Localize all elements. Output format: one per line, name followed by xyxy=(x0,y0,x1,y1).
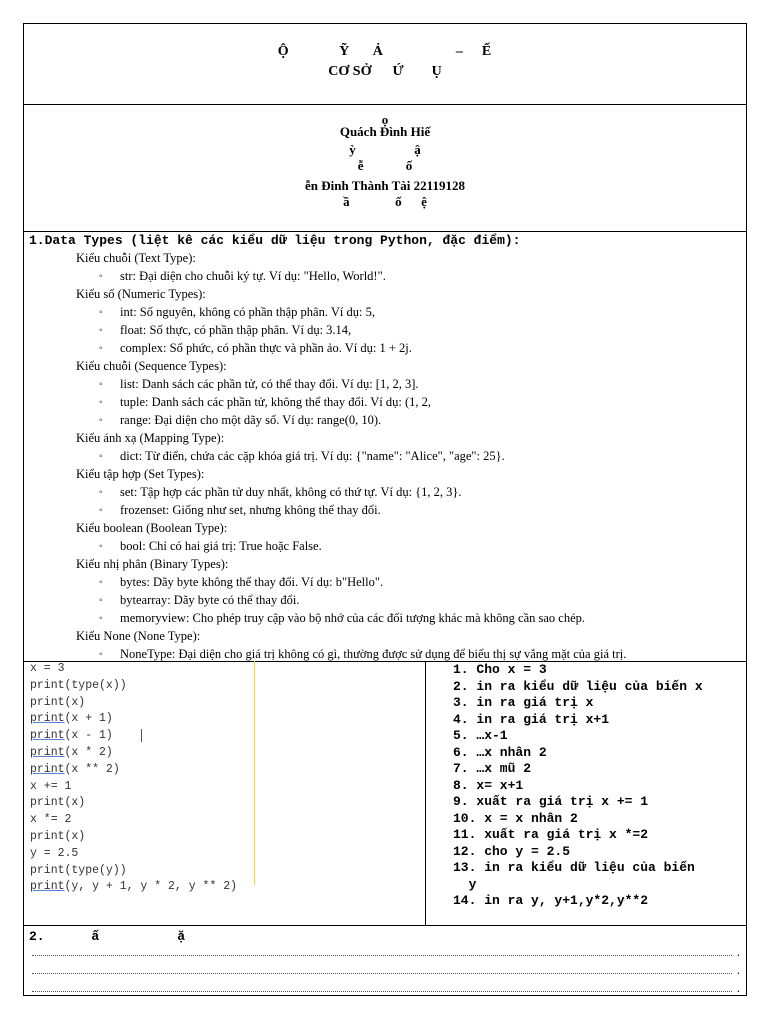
code-block xyxy=(24,661,426,925)
info-line-6: ầ ố ệ xyxy=(343,194,427,209)
code-line: x += 1 xyxy=(30,779,72,793)
bullet-icon: ◦ xyxy=(99,397,103,408)
info-line-4: ễ ố xyxy=(357,158,413,173)
text-cursor xyxy=(141,729,142,742)
answer-dotted-line xyxy=(32,991,732,992)
explanation-line: 3. in ra giá trị x xyxy=(453,695,594,710)
type-item: range: Đại diện cho một dãy số. Ví dụ: range(0, 10). xyxy=(120,413,382,427)
type-item: NoneType: Đại diện cho giá trị không có gì, thường được sử dụng để biểu thị sự vắng mặt của giá trị. xyxy=(120,647,627,661)
explanation-line: 7. …x mũ 2 xyxy=(453,761,532,776)
code-line: print(type(y)) xyxy=(30,863,127,877)
type-item: str: Đại diện cho chuỗi ký tự. Ví dụ: "Hello, World!". xyxy=(120,269,386,283)
explanation-line: 8. x= x+1 xyxy=(453,777,524,793)
bullet-icon: ◦ xyxy=(99,613,103,624)
explanation-line: 12. cho y = 2.5 xyxy=(453,843,571,859)
section-2-title: 2. ấ ặ xyxy=(29,929,186,944)
type-category: Kiểu chuỗi (Sequence Types): xyxy=(76,359,227,373)
code-line: print(x ** 2) xyxy=(30,762,120,776)
bullet-icon: ◦ xyxy=(99,577,103,588)
bullet-icon: ◦ xyxy=(99,325,103,336)
section-2 xyxy=(24,925,746,995)
bullet-icon: ◦ xyxy=(99,379,103,390)
info-line-5: ễn Đinh Thành Tài 22119128 xyxy=(305,178,465,193)
bullet-icon: ◦ xyxy=(99,487,103,498)
code-line: print(x * 2) xyxy=(30,746,113,759)
info-box xyxy=(24,104,746,231)
explanation-line: 2. in ra kiểu dữ liệu của biến x xyxy=(453,678,703,694)
line-end-dot: . xyxy=(736,962,740,977)
explanation-line: 14. in ra y, y+1,y*2,y**2 xyxy=(453,893,649,908)
type-item: frozenset: Giống như set, nhưng không thể thay đổi. xyxy=(120,503,381,517)
bullet-icon: ◦ xyxy=(99,415,103,426)
explanation-block xyxy=(425,661,746,925)
code-line: print(x) xyxy=(30,830,86,843)
type-category: Kiểu None (None Type): xyxy=(76,629,201,643)
code-line: print(x) xyxy=(30,695,86,709)
explanation-line: y xyxy=(453,876,477,892)
type-item: bool: Chỉ có hai giá trị: True hoặc False. xyxy=(120,539,322,553)
explanation-line: 11. xuất ra giá trị x *=2 xyxy=(453,827,649,842)
editor-guide-line xyxy=(254,661,255,885)
type-item: tuple: Danh sách các phần tử, không thể thay đổi. Ví dụ: (1, 2, xyxy=(120,395,431,409)
type-item: float: Số thực, có phần thập phân. Ví dụ: 3.14, xyxy=(120,323,352,337)
code-line: x *= 2 xyxy=(30,813,72,827)
type-category: Kiểu boolean (Boolean Type): xyxy=(76,521,228,535)
type-item: memoryview: Cho phép truy cập vào bộ nhớ của các đối tượng khác mà không cần sao chép. xyxy=(120,611,585,625)
explanation-line: 13. in ra kiểu dữ liệu của biến xyxy=(453,860,695,875)
answer-dotted-line xyxy=(32,955,732,956)
info-line-1: ọ xyxy=(381,112,389,127)
document-frame xyxy=(23,23,747,996)
type-category: Kiểu tập hợp (Set Types): xyxy=(76,467,205,481)
code-line: x = 3 xyxy=(30,662,65,675)
explanation-line: 9. xuất ra giá trị x += 1 xyxy=(453,794,649,809)
section-title: 1.Data Types (liệt kê các kiểu dữ liệu trong Python, đặc điểm): xyxy=(29,233,521,248)
info-line-3: ỳ ậ xyxy=(349,142,421,157)
code-line: print(x) xyxy=(30,796,86,810)
type-item: int: Số nguyên, không có phần thập phân. Ví dụ: 5, xyxy=(120,305,375,319)
bullet-icon: ◦ xyxy=(99,271,103,282)
explanation-line: 5. …x-1 xyxy=(453,728,508,743)
code-line: print(type(x)) xyxy=(30,678,127,692)
type-item: bytes: Dãy byte không thể thay đổi. Ví dụ: b"Hello". xyxy=(120,575,384,589)
explanation-line: 10. x = x nhân 2 xyxy=(453,810,578,826)
type-category: Kiểu ánh xạ (Mapping Type): xyxy=(76,431,225,445)
code-line: print(y, y + 1, y * 2, y ** 2) xyxy=(30,880,238,894)
answer-dotted-line xyxy=(32,973,732,974)
bullet-icon: ◦ xyxy=(99,649,103,660)
type-item: list: Danh sách các phần tử, có thể thay đổi. Ví dụ: [1, 2, 3]. xyxy=(120,377,419,391)
bullet-icon: ◦ xyxy=(99,541,103,552)
code-line: print(x + 1) xyxy=(30,712,113,726)
info-line-2: Quách Đình Hiế xyxy=(339,124,431,139)
title-box xyxy=(24,24,746,104)
explanation-line: 4. in ra giá trị x+1 xyxy=(453,711,610,727)
bullet-icon: ◦ xyxy=(99,505,103,516)
code-line: print(x - 1) xyxy=(30,729,113,743)
bullet-icon: ◦ xyxy=(99,451,103,462)
type-item: dict: Từ điển, chứa các cặp khóa giá trị. Ví dụ: {"name": "Alice", "age": 25}. xyxy=(120,449,505,463)
title-line-2: CƠ SỞ Ứ Ụ xyxy=(328,64,442,79)
line-end-dot: . xyxy=(736,944,740,959)
data-types-section xyxy=(24,231,746,661)
type-category: Kiểu chuỗi (Text Type): xyxy=(76,251,196,265)
bullet-icon: ◦ xyxy=(99,595,103,606)
type-category: Kiểu số (Numeric Types): xyxy=(76,287,206,301)
bullet-icon: ◦ xyxy=(99,343,103,354)
code-line: y = 2.5 xyxy=(30,846,79,860)
bullet-icon: ◦ xyxy=(99,307,103,318)
type-item: set: Tập hợp các phần tử duy nhất, không có thứ tự. Ví dụ: {1, 2, 3}. xyxy=(120,485,462,499)
explanation-line: 6. …x nhân 2 xyxy=(453,744,547,760)
type-item: complex: Số phức, có phần thực và phần ảo. Ví dụ: 1 + 2j. xyxy=(120,341,412,355)
type-category: Kiểu nhị phân (Binary Types): xyxy=(76,557,229,571)
line-end-dot: . xyxy=(736,980,740,995)
title-line-1: Ộ Ỹ Ả – Ể xyxy=(277,44,493,59)
explanation-line: 1. Cho x = 3 xyxy=(453,662,547,677)
type-item: bytearray: Dãy byte có thể thay đổi. xyxy=(120,593,300,607)
